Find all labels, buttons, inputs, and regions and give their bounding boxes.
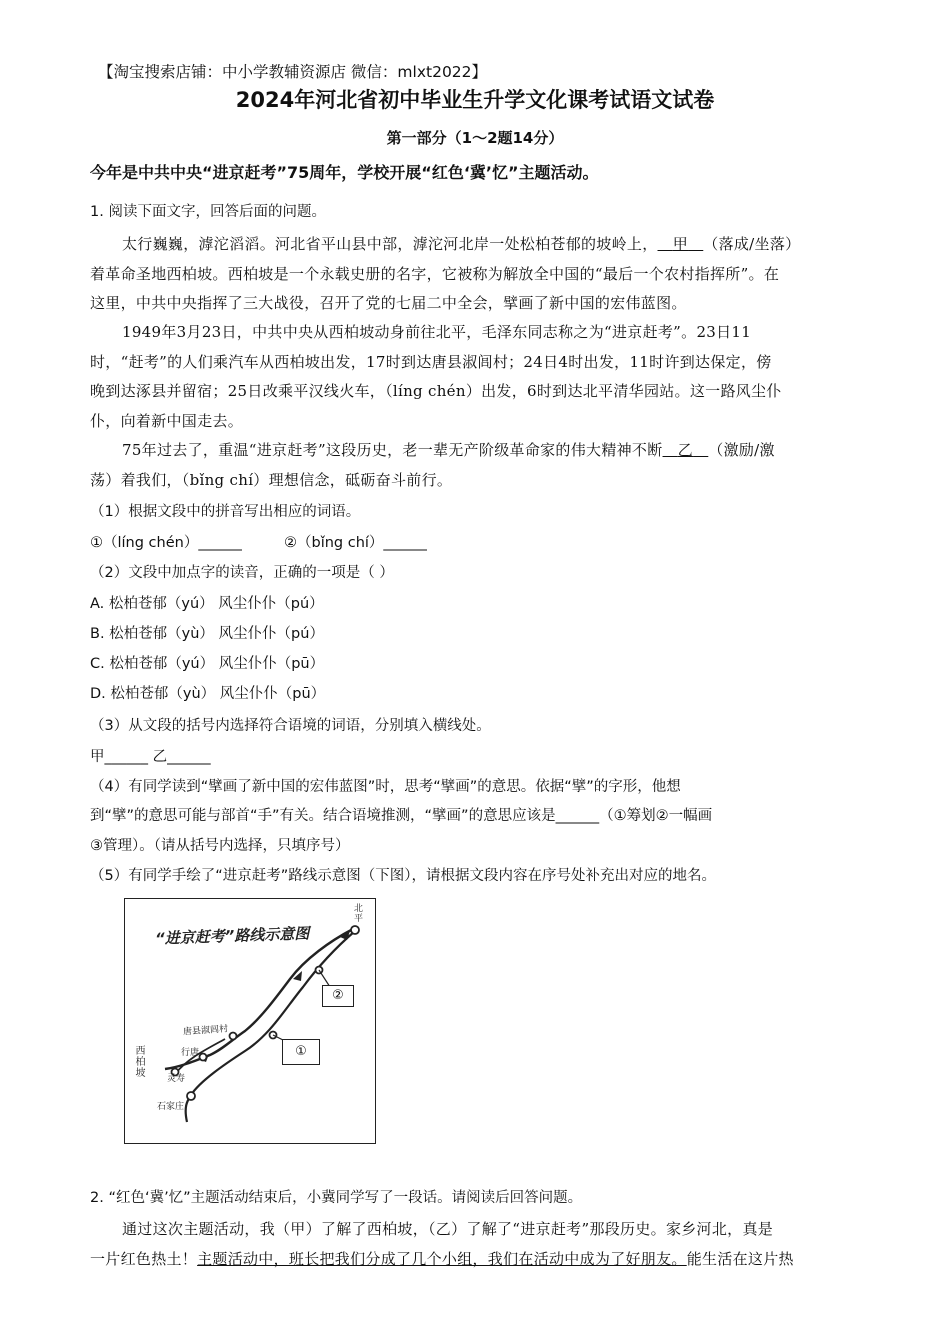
route-map bbox=[124, 898, 376, 1144]
q2-paragraph-line: 通过这次主题活动，我（甲）了解了西柏坡，（乙）了解了“进京赶考”那段历史。家乡河北，真是 bbox=[122, 1220, 774, 1238]
theme-statement: 今年是中共中央“进京赶考”75周年，学校开展“红色‘冀’忆”主题活动。 bbox=[90, 163, 599, 182]
q1-sub3-answer: 甲______ 乙______ bbox=[90, 749, 211, 765]
q1-sub4-line: ③管理）。（请从括号内选择，只填序号） bbox=[90, 838, 350, 854]
text-span: 能生活在这片热 bbox=[686, 1250, 794, 1268]
exam-title: 2024年河北省初中毕业生升学文化课考试语文试卷 bbox=[235, 88, 715, 112]
q1-sub4-line: （4）有同学读到“擘画了新中国的宏伟蓝图”时，思考“擘画”的意思。依据“擘”的字形，他想 bbox=[90, 779, 681, 795]
label-lingshou: 灵寿 bbox=[167, 1074, 186, 1084]
label-tangxian: 唐县淑闾村 bbox=[182, 1024, 229, 1038]
option-b: B. 松柏苍郁（yù） 风尘仆仆（pú） bbox=[90, 626, 324, 642]
text-span: 一片红色热土！ bbox=[90, 1250, 198, 1268]
tangxian-point bbox=[230, 1033, 237, 1040]
q1-sub1-answer-b: ②（bǐng chí）______ bbox=[284, 535, 427, 551]
q1-paragraph-line: 荡）着我们，（bǐng chí）理想信念，砥砺奋斗前行。 bbox=[90, 471, 453, 489]
label-shijiazhuang: 石家庄 bbox=[157, 1102, 185, 1112]
q1-paragraph-line: 晚到达涿县并留宿；25日改乘平汉线火车，（líng chén）出发，6时到达北平清华园站。这一路风尘仆 bbox=[90, 382, 782, 400]
q1-stem: 1. 阅读下面文字，回答后面的问题。 bbox=[90, 204, 326, 220]
xingtang-point bbox=[200, 1054, 207, 1061]
q2-stem: 2. “红色‘冀’忆”主题活动结束后，小冀同学写了一段话。请阅读后回答问题。 bbox=[90, 1190, 583, 1206]
blank-label: 乙 bbox=[677, 441, 694, 459]
q1-paragraph-line bbox=[122, 234, 800, 254]
blank-jia bbox=[658, 235, 704, 253]
label-beiping: 北平 bbox=[352, 903, 362, 923]
label-xingtang: 行唐 bbox=[181, 1048, 200, 1058]
q1-paragraph-line: 1949年3月23日，中共中央从西柏坡动身前往北平，毛泽东同志称之为“进京赶考”。23日11 bbox=[122, 323, 752, 341]
answer-box-1: ① bbox=[282, 1039, 320, 1065]
q1-sub4-line: 到“擘”的意思可能与部首“手”有关。结合语境推测，“擘画”的意思应该是______（①筹划②一幅画 bbox=[90, 808, 713, 824]
shop-note: 【淘宝搜索店铺：中小学教辅资源店 微信：mlxt2022】 bbox=[98, 63, 488, 81]
q1-sub1-answer-a: ①（líng chén）______ bbox=[90, 535, 242, 551]
option-d: D. 松柏苍郁（yù） 风尘仆仆（pū） bbox=[90, 686, 326, 702]
q1-paragraph-line bbox=[122, 440, 775, 460]
part-heading: 第一部分（1～2题14分） bbox=[386, 129, 564, 147]
map-title: “进京赶考”路线示意图 bbox=[154, 924, 310, 948]
q1-sub5: （5）有同学手绘了“进京赶考”路线示意图（下图），请根据文段内容在序号处补充出对应的地名。 bbox=[90, 868, 716, 884]
text-span: （激励/激 bbox=[708, 441, 775, 459]
q1-sub2: （2）文段中加点字的读音，正确的一项是（ ） bbox=[90, 565, 394, 581]
q1-paragraph-line: 着革命圣地西柏坡。西柏坡是一个永载史册的名字，它被称为解放全中国的“最后一个农村指挥所”。在 bbox=[90, 265, 780, 283]
beiping-point bbox=[351, 926, 359, 934]
text-span: 75年过去了，重温“进京赶考”这段历史，老一辈无产阶级革命家的伟大精神不断 bbox=[122, 441, 663, 459]
q1-paragraph-line: 时，“赶考”的人们乘汽车从西柏坡出发，17时到达唐县淑闾村；24日4时出发，11时许到达保定，傍 bbox=[90, 353, 772, 371]
text-span: 太行巍巍，滹沱滔滔。河北省平山县中部，滹沱河北岸一处松柏苍郁的坡岭上， bbox=[122, 235, 658, 253]
text-span: （落成/坐落） bbox=[703, 235, 801, 253]
shijiazhuang-point bbox=[187, 1092, 195, 1100]
q1-paragraph-line: 这里，中共中央指挥了三大战役，召开了党的七届二中全会，擘画了新中国的宏伟蓝图。 bbox=[90, 294, 687, 312]
answer-box-2: ② bbox=[322, 985, 354, 1007]
option-a: A. 松柏苍郁（yú） 风尘仆仆（pú） bbox=[90, 596, 324, 612]
blank-label: 甲 bbox=[672, 235, 689, 253]
label-xibaipo: 西柏坡 bbox=[133, 1045, 144, 1078]
q1-sub3: （3）从文段的括号内选择符合语境的词语，分别填入横线处。 bbox=[90, 718, 491, 734]
q1-sub1: （1）根据文段中的拼音写出相应的词语。 bbox=[90, 504, 361, 520]
option-c: C. 松柏苍郁（yú） 风尘仆仆（pū） bbox=[90, 656, 325, 672]
q2-paragraph-line bbox=[90, 1249, 794, 1269]
blank-yi bbox=[663, 441, 709, 459]
q1-paragraph-line: 仆，向着新中国走去。 bbox=[90, 412, 244, 430]
underlined-sentence: 主题活动中，班长把我们分成了几个小组，我们在活动中成为了好朋友。 bbox=[197, 1250, 687, 1268]
